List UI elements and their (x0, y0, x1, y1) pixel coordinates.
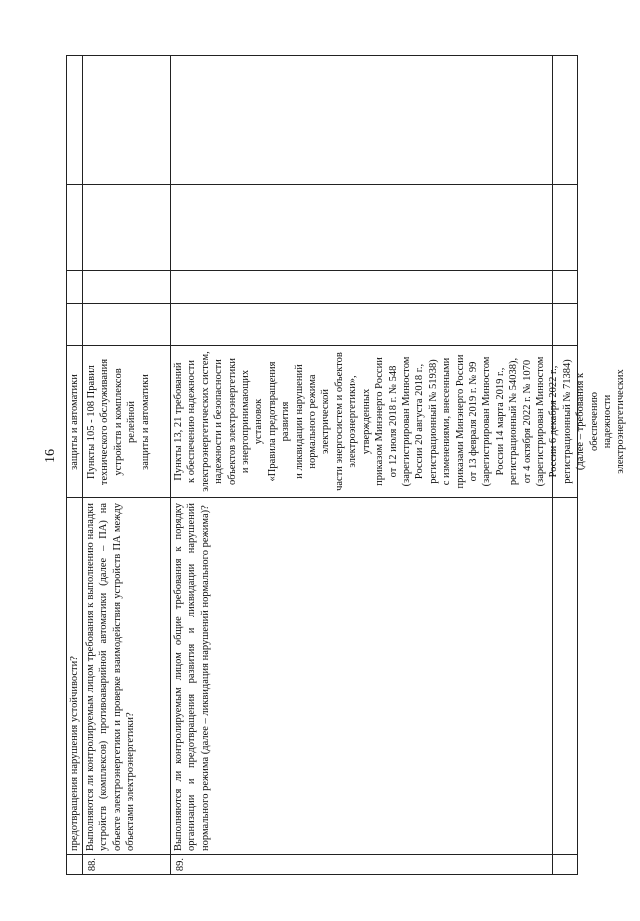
table-border-right (66, 55, 578, 56)
row-question-text: Выполняются ли контролируемым лицом общие требования к порядку организации и предотвращения развития и ликвидации нарушений нормального режима (далее – ликвидация нарушений нормального режима)? (173, 503, 211, 851)
inspection-table (66, 55, 627, 875)
column-divider (66, 497, 578, 498)
column-divider (66, 854, 578, 855)
continuation-reference-text: защиты и автоматики (69, 374, 80, 470)
row-divider (170, 55, 171, 875)
row-reference-text: Пункты 13, 21 требований к обеспечению надежности электроэнергетических систем, надежности и безопасности объектов электроэнергетики и энергопринимающих установок «Правила предотвращения развития и ликвидации нарушений нормального режима электрической части энергосистем и объектов электроэнергетики», утвержденных приказом Минэнерго России от 12 июля 2018 г. № 548 (зарегистрирован Минюстом России 20 августа 2018 г., регистрационный № 51938) с изменениями, внесенными приказами Минэнерго России от 13 февраля 2019 г. № 99 (зарегистрирован Минюстом России 14 марта 2019 г., регистрационный № 54038), от 4 октября 2022 г. № 1070 (зарегистрирован Минюстом России 6 декабря 2022 г., регистрационный № 71384) (далее – требования к обеспечению надежности электроэнергетических (173, 351, 627, 492)
page-number: 16 (43, 449, 58, 463)
row-number: 88. (87, 857, 98, 872)
row-reference-text: Пункты 105 - 108 Правил технического обслуживания устройств и комплексов релейной защиты и автоматики (86, 358, 151, 486)
rotated-table-region (66, 55, 627, 875)
column-divider (66, 345, 578, 346)
table-border-left (66, 874, 578, 875)
column-divider (66, 270, 578, 271)
table-border-top (66, 55, 67, 875)
row-divider (82, 55, 83, 875)
column-divider (66, 184, 578, 185)
continuation-question-text: предотвращения нарушения устойчивости? (69, 656, 80, 851)
column-divider (66, 303, 578, 304)
row-question-text: Выполняются ли контролируемым лицом требования к выполнению наладки устройств (комплексов) противоаварийной автоматики (далее – ПА) на объекте электроэнергетики и проверке взаимодействия устройств ПА между объектами электроэнергетики? (85, 503, 137, 851)
row-number: 89. (175, 857, 186, 872)
